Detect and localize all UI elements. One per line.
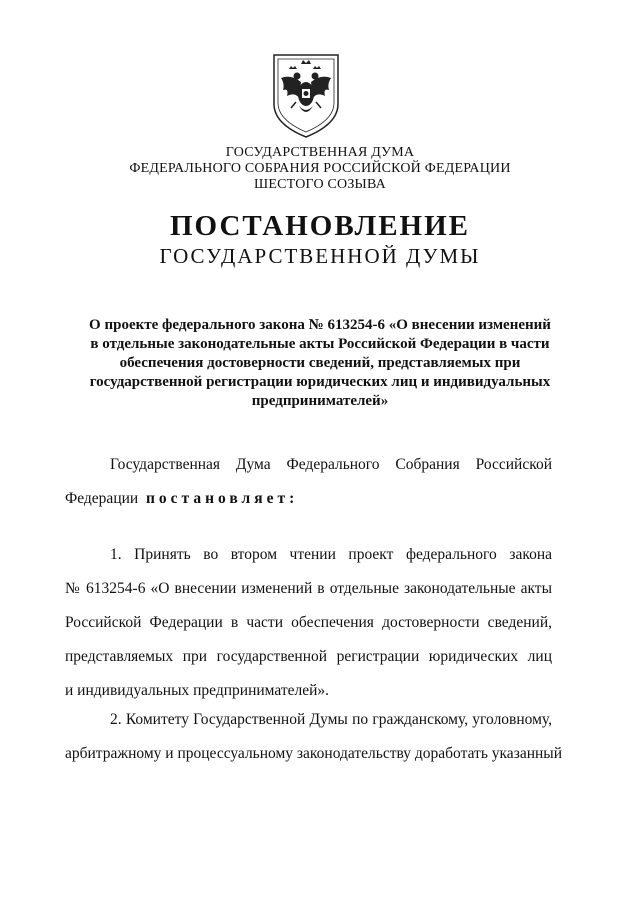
preamble-line-start: Федерации	[65, 490, 139, 507]
coat-of-arms-emblem	[271, 52, 341, 140]
issuer-line-3: ШЕСТОГО СОЗЫВА	[254, 177, 386, 192]
item-2	[65, 710, 562, 778]
document-title: ПОСТАНОВЛЕНИЕ	[169, 210, 470, 242]
preamble-line	[65, 489, 552, 523]
item-1-line: Российской Федерации в части обеспечения достоверности сведений,	[65, 614, 552, 631]
russian-coat-of-arms-icon	[271, 52, 341, 140]
item-1-line: 1. Принять во втором чтении проект федерального закона	[110, 546, 552, 563]
subject-line: предпринимателей»	[251, 393, 389, 409]
issuer-line-2: ФЕДЕРАЛЬНОГО СОБРАНИЯ РОССИЙСКОЙ ФЕДЕРАЦИИ	[129, 161, 511, 176]
issuer-line-1: ГОСУДАРСТВЕННАЯ ДУМА	[225, 145, 415, 160]
preamble	[65, 455, 552, 523]
subject-line: государственной регистрации юридических лиц и индивидуальных	[89, 374, 551, 390]
item-1-line: № 613254-6 «О внесении изменений в отдельные законодательные акты	[65, 580, 552, 597]
item-1-line: представляемых при государственной регистрации юридических лиц	[65, 648, 552, 665]
item-2-line: арбитражному и процессуальному законодательству доработать указанный	[65, 745, 562, 762]
item-2-line: 2. Комитету Государственной Думы по гражданскому, уголовному,	[110, 711, 552, 728]
resolution-verb: постановляет:	[145, 490, 299, 507]
subject-line: О проекте федерального закона № 613254-6 «О внесении изменений	[89, 317, 551, 333]
preamble-line: Государственная Дума Федерального Собрания Российской	[110, 456, 552, 473]
subject-line: в отдельные законодательные акты Российской Федерации в части	[90, 336, 550, 352]
document-subtitle: ГОСУДАРСТВЕННОЙ ДУМЫ	[159, 244, 481, 268]
document-subject	[60, 316, 580, 411]
item-1	[65, 545, 552, 715]
item-1-line: и индивидуальных предпринимателей».	[65, 682, 330, 699]
subject-line: обеспечения достоверности сведений, представляемых при	[119, 355, 521, 371]
